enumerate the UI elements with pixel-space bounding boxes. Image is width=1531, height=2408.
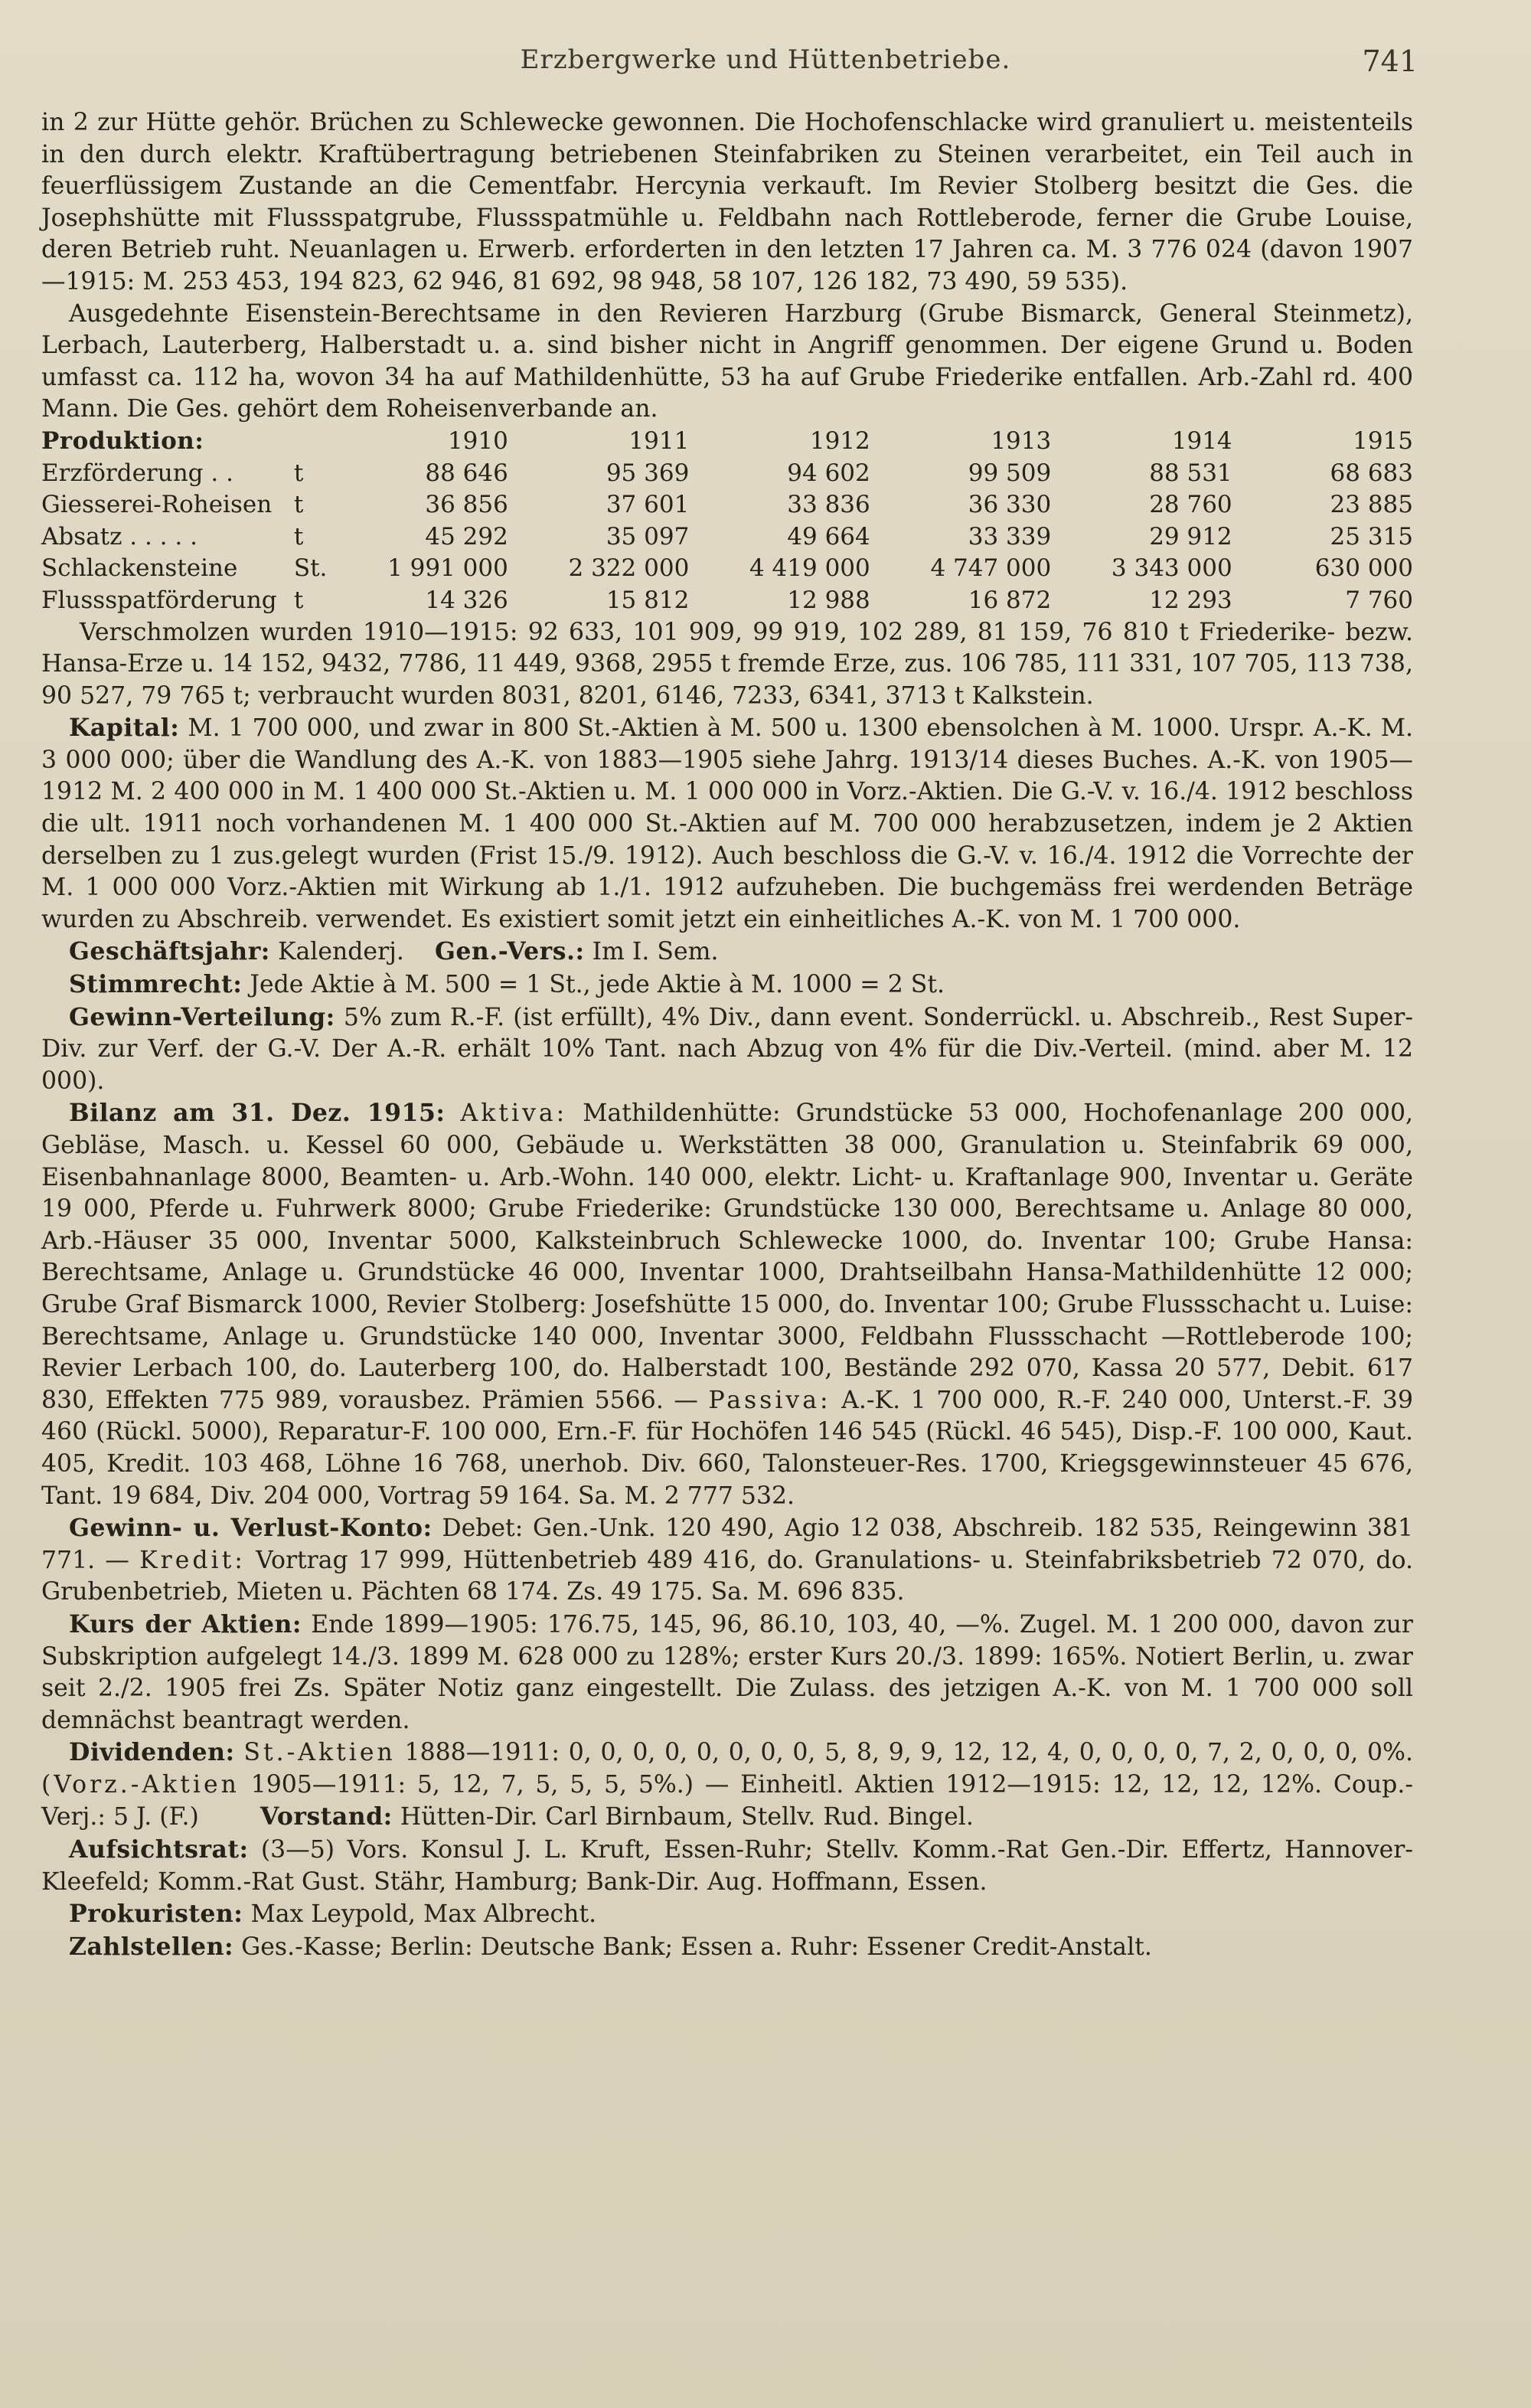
aufsichtsrat-section	[41, 1834, 1413, 1898]
row-label: Absatz . . . . .	[41, 522, 197, 551]
zahlstellen-label: Zahlstellen:	[69, 1932, 234, 1961]
table-cell: 37 601	[606, 491, 690, 519]
table-cell: 94 602	[787, 459, 870, 487]
table-cell: 28 760	[1149, 491, 1232, 519]
row-unit: St.	[293, 554, 328, 583]
st-aktien-text: 1888—1911: 0, 0, 0, 0, 0, 0, 0, 0, 5, 8, 9, 9, 12, 12, 4, 0, 0, 0, 0, 7, 2, 0, 0, 0, 0%.	[404, 1739, 1413, 1767]
table-row	[41, 553, 1413, 585]
berechtsame-paragraph: Ausgedehnte Eisenstein-Berechtsame in den Revieren Harzburg (Grube Bismarck, General Steinmetz), Lerbach, Lauterberg, Halberstadt u. a. sind bisher nicht in Angriff genommen. Der eigene Grund u. Boden umfasst ca. 112 ha, wovon 34 ha auf Mathildenhütte, 53 ha auf Grube Friederike entfallen. Arb.-Zahl rd. 400 Mann. Die Ges. gehört dem Roheisenverbande an.	[41, 299, 1413, 423]
table-cell: 16 872	[968, 586, 1052, 614]
bilanz-label: Bilanz am 31. Dez. 1915:	[69, 1099, 446, 1128]
dividenden-section	[41, 1737, 1413, 1834]
year-header: 1915	[1353, 426, 1413, 455]
body-text	[41, 107, 1413, 1963]
production-header-row	[41, 426, 1413, 458]
page-number: 741	[1362, 44, 1418, 78]
table-cell: 45 292	[425, 522, 508, 551]
aufsichtsrat-label: Aufsichtsrat:	[69, 1835, 249, 1864]
table-cell: 35 097	[606, 522, 690, 551]
passiva-label: Passiva:	[708, 1386, 831, 1414]
kredit-text: Vortrag 17 999, Hüttenbetrieb 489 416, do. Granulations- u. Steinfabriksbetrieb 72 070, do. Grubenbetrieb, Mieten u. Pächten 68 174. Zs. 49 175. Sa. M. 696 835.	[41, 1546, 1414, 1606]
table-cell: 36 856	[425, 491, 508, 519]
table-row	[41, 585, 1413, 617]
gewinnverteilung-text: 5% zum R.-F. (ist erfüllt), 4% Div., dann event. Sonderrückl. u. Abschreib., Rest Super-Div. zur Verf. der G.-V. Der A.-R. erhält 10% Tant. nach Abzug von 4% für die Div.-Verteil. (mind. aber M. 12 000).	[41, 1003, 1413, 1095]
year-header: 1914	[1171, 426, 1232, 455]
table-cell: 29 912	[1149, 522, 1232, 551]
table-row	[41, 489, 1413, 521]
gewinn-verlust-label: Gewinn- u. Verlust-Konto:	[69, 1514, 433, 1543]
production-note: Verschmolzen wurden 1910—1915: 92 633, 101 909, 99 919, 102 289, 81 159, 76 810 t Friederike- bezw. Hansa-Erze u. 14 152, 9432, 7786, 11 449, 9368, 2955 t fremde Erze, zus. 106 785, 111 331, 107 705, 113 738, 90 527, 79 765 t; verbraucht wurden 8031, 8201, 6146, 7233, 6341, 3713 t Kalkstein.	[41, 618, 1413, 710]
passiva-text: A.-K. 1 700 000, R.-F. 240 000, Unterst.-F. 39 460 (Rückl. 5000), Reparatur-F. 100 000, Ern.-F. für Hochöfen 146 545 (Rückl. 46 545), Disp.-F. 100 000, Kaut. 405, Kredit. 103 468, Löhne 16 768, unerhob. Div. 660, Talonsteuer-Res. 1700, Kriegsgewinnsteuer 45 676, Tant. 19 684, Div. 204 000, Vortrag 59 164. Sa. M. 2 777 532.	[41, 1386, 1414, 1510]
vorz-aktien-label: (Vorz.-Aktien	[41, 1770, 240, 1799]
gewinnverteilung-label: Gewinn-Verteilung:	[69, 1002, 335, 1031]
kredit-label: Kredit:	[139, 1546, 246, 1574]
table-cell: 99 509	[968, 459, 1052, 487]
kapital-label: Kapital:	[69, 714, 180, 743]
table-cell: 33 339	[968, 522, 1052, 551]
row-unit: t	[293, 586, 304, 614]
row-label: Giesserei-Roheisen	[41, 491, 273, 519]
table-cell: 630 000	[1314, 554, 1413, 583]
page-header	[0, 44, 1531, 83]
row-unit: t	[293, 522, 304, 551]
row-unit: t	[293, 459, 304, 487]
kapital-text: M. 1 700 000, und zwar in 800 St.-Aktien à M. 500 u. 1300 ebensolchen à M. 1000. Urspr. A.-K. M. 3 000 000; über die Wandlung des A.-K. von 1883—1905 siehe Jahrg. 1913/14 dieses Buches. A.-K. von 1905—1912 M. 2 400 000 in M. 1 400 000 St.-Aktien u. M. 1 000 000 in Vorz.-Aktien. Die G.-V. v. 16./4. 1912 beschloss die ult. 1911 noch vorhandenen M. 1 400 000 St.-Aktien auf M. 700 000 herabzusetzen, indem je 2 Aktien derselben zu 1 zus.gelegt wurden (Frist 15./9. 1912). Auch beschloss die G.-V. v. 16./4. 1912 die Vorrechte der M. 1 000 000 Vorz.-Aktien mit Wirkung ab 1./1. 1912 aufzuheben. Die buchgemäss frei werdenden Beträge wurden zu Abschreib. verwendet. Es existiert somit jetzt ein einheitliches A.-K. von M. 1 700 000.	[41, 714, 1413, 933]
zahlstellen-section	[41, 1931, 1413, 1964]
aktiva-label: Aktiva:	[460, 1099, 568, 1128]
st-aktien-label: St.-Aktien	[243, 1739, 396, 1767]
prokuristen-text: Max Leypold, Max Albrecht.	[250, 1900, 597, 1929]
table-cell: 49 664	[787, 522, 870, 551]
table-cell: 33 836	[787, 491, 870, 519]
kapital-section	[41, 712, 1413, 936]
kurs-section	[41, 1609, 1413, 1737]
stimmrecht-section	[41, 969, 1413, 1001]
gewinnverteilung-section	[41, 1001, 1413, 1098]
zahlstellen-text: Ges.-Kasse; Berlin: Deutsche Bank; Essen a. Ruhr: Essener Credit-Anstalt.	[241, 1933, 1152, 1961]
vorstand-label: Vorstand:	[260, 1802, 393, 1831]
geschaeftsjahr-label: Geschäftsjahr:	[69, 937, 270, 966]
table-cell: 4 419 000	[749, 554, 870, 583]
table-row	[41, 458, 1413, 490]
row-label: Flussspatförderung	[41, 586, 277, 614]
table-cell: 4 747 000	[930, 554, 1052, 583]
geschaeftsjahr-text: Kalenderj.	[277, 938, 404, 966]
table-cell: 25 315	[1330, 522, 1413, 551]
production-table	[41, 426, 1413, 617]
table-cell: 12 293	[1149, 586, 1232, 614]
year-header: 1912	[809, 426, 870, 455]
production-heading: Produktion:	[41, 426, 204, 455]
vorz-aktien-text: 1905—1911: 5, 12, 7, 5, 5, 5, 5%.) — Einheitl. Aktien 1912—1915: 12, 12, 12, 12%.	[250, 1770, 1323, 1799]
row-label: Schlackensteine	[41, 554, 238, 583]
table-cell: 88 646	[425, 459, 508, 487]
bilanz-section	[41, 1097, 1413, 1512]
prokuristen-section	[41, 1898, 1413, 1931]
stimmrecht-label: Stimmrecht:	[69, 970, 243, 999]
aufsichtsrat-text: (3—5) Vors. Konsul J. L. Kruft, Essen-Ruhr; Stellv. Komm.-Rat Gen.-Dir. Effertz, Hannover-Kleefeld; Komm.-Rat Gust. Stähr, Hamburg; Bank-Dir. Aug. Hoffmann, Essen.	[41, 1836, 1413, 1896]
row-unit: t	[293, 491, 304, 519]
running-head: Erzbergwerke und Hüttenbetriebe.	[520, 44, 1011, 75]
table-row	[41, 521, 1413, 554]
table-cell: 14 326	[425, 586, 508, 614]
kurs-text: Ende 1899—1905: 176.75, 145, 96, 86.10, 103, 40, —%. Zugel. M. 1 200 000, davon zur Subskription aufgelegt 14./3. 1899 M. 628 000 zu 128%; erster Kurs 20./3. 1899: 165%. Notiert Berlin, u. zwar seit 2./2. 1905 frei Zs. Später Notiz ganz eingestellt. Die Zulass. des jetzigen A.-K. von M. 1 700 000 soll demnächst beantragt werden.	[41, 1610, 1413, 1734]
year-header: 1913	[991, 426, 1052, 455]
table-cell: 15 812	[606, 586, 690, 614]
table-cell: 88 531	[1149, 459, 1232, 487]
stimmrecht-text: Jede Aktie à M. 500 = 1 St., jede Aktie à M. 1000 = 2 St.	[250, 971, 945, 999]
geschaeftsjahr-section	[41, 936, 1413, 969]
table-cell: 7 760	[1345, 586, 1413, 614]
table-cell: 12 988	[787, 586, 870, 614]
table-cell: 1 991 000	[387, 554, 508, 583]
table-cell: 3 343 000	[1111, 554, 1232, 583]
table-cell: 95 369	[606, 459, 690, 487]
dividenden-label: Dividenden:	[69, 1738, 235, 1767]
genvers-text: Im I. Sem.	[592, 938, 719, 966]
prokuristen-label: Prokuristen:	[69, 1900, 243, 1929]
table-cell: 23 885	[1330, 491, 1413, 519]
coup-verj: Coup.-Verj.: 5 J. (F.)	[41, 1770, 1414, 1831]
debet-label: Debet:	[442, 1514, 524, 1543]
vorstand-text: Hütten-Dir. Carl Birnbaum, Stellv. Rud. Bingel.	[400, 1803, 974, 1831]
row-label: Erzförderung . .	[41, 459, 233, 487]
aktiva-text: Mathildenhütte: Grundstücke 53 000, Hochofenanlage 200 000, Gebläse, Masch. u. Kessel 60 000, Gebäude u. Werkstätten 38 000, Granulation u. Steinfabrik 69 000, Eisenbahnanlage 8000, Beamten- u. Arb.-Wohn. 140 000, elektr. Licht- u. Kraftanlage 900, Inventar u. Geräte 19 000, Pferde u. Fuhrwerk 8000; Grube Friederike: Grundstücke 130 000, Berechtsame u. Anlage 80 000, Arb.-Häuser 35 000, Inventar 5000, Kalksteinbruch Schlewecke 1000, do. Inventar 100; Grube Hansa: Berechtsame, Anlage u. Grundstücke 46 000, Inventar 1000, Drahtseilbahn Hansa-Mathildenhütte 12 000; Grube Graf Bismarck 1000, Revier Stolberg: Josefshütte 15 000, do. Inventar 100; Grube Flussschacht u. Luise: Berechtsame, Anlage u. Grundstücke 140 000, Inventar 3000, Feldbahn Flussschacht —Rottleberode 100; Revier Lerbach 100, do. Lauterberg 100, do. Halberstadt 100, Bestände 292 070, Kassa 20 577, Debit. 617 830, Effekten 775 989, vorausbez. Prämien 5566. —	[41, 1099, 1414, 1414]
kurs-label: Kurs der Aktien:	[69, 1609, 302, 1639]
table-cell: 2 322 000	[568, 554, 690, 583]
debet-text: Gen.-Unk. 120 490, Agio 12 038, Abschreib. 182 535, Reingewinn 381 771. —	[41, 1514, 1414, 1574]
gewinn-verlust-section	[41, 1512, 1413, 1609]
year-header: 1911	[628, 426, 690, 455]
intro-paragraph: in 2 zur Hütte gehör. Brüchen zu Schlewecke gewonnen. Die Hochofenschlacke wird granuliert u. meistenteils in den durch elektr. Kraftübertragung betriebenen Steinfabriken zu Steinen verarbeitet, ein Teil auch in feuerflüssigem Zustande an die Cementfabr. Hercynia verkauft. Im Revier Stolberg besitzt die Ges. die Josephshütte mit Flussspatgrube, Flussspatmühle u. Feldbahn nach Rottleberode, ferner die Grube Louise, deren Betrieb ruht. Neuanlagen u. Erwerb. erforderten in den letzten 17 Jahren ca. M. 3 776 024 (davon 1907—1915: M. 253 453, 194 823, 62 946, 81 692, 98 948, 58 107, 126 182, 73 490, 59 535).	[41, 109, 1413, 296]
table-cell: 68 683	[1330, 459, 1413, 487]
table-cell: 36 330	[968, 491, 1052, 519]
genvers-label: Gen.-Vers.:	[434, 937, 585, 966]
year-header: 1910	[447, 426, 508, 455]
